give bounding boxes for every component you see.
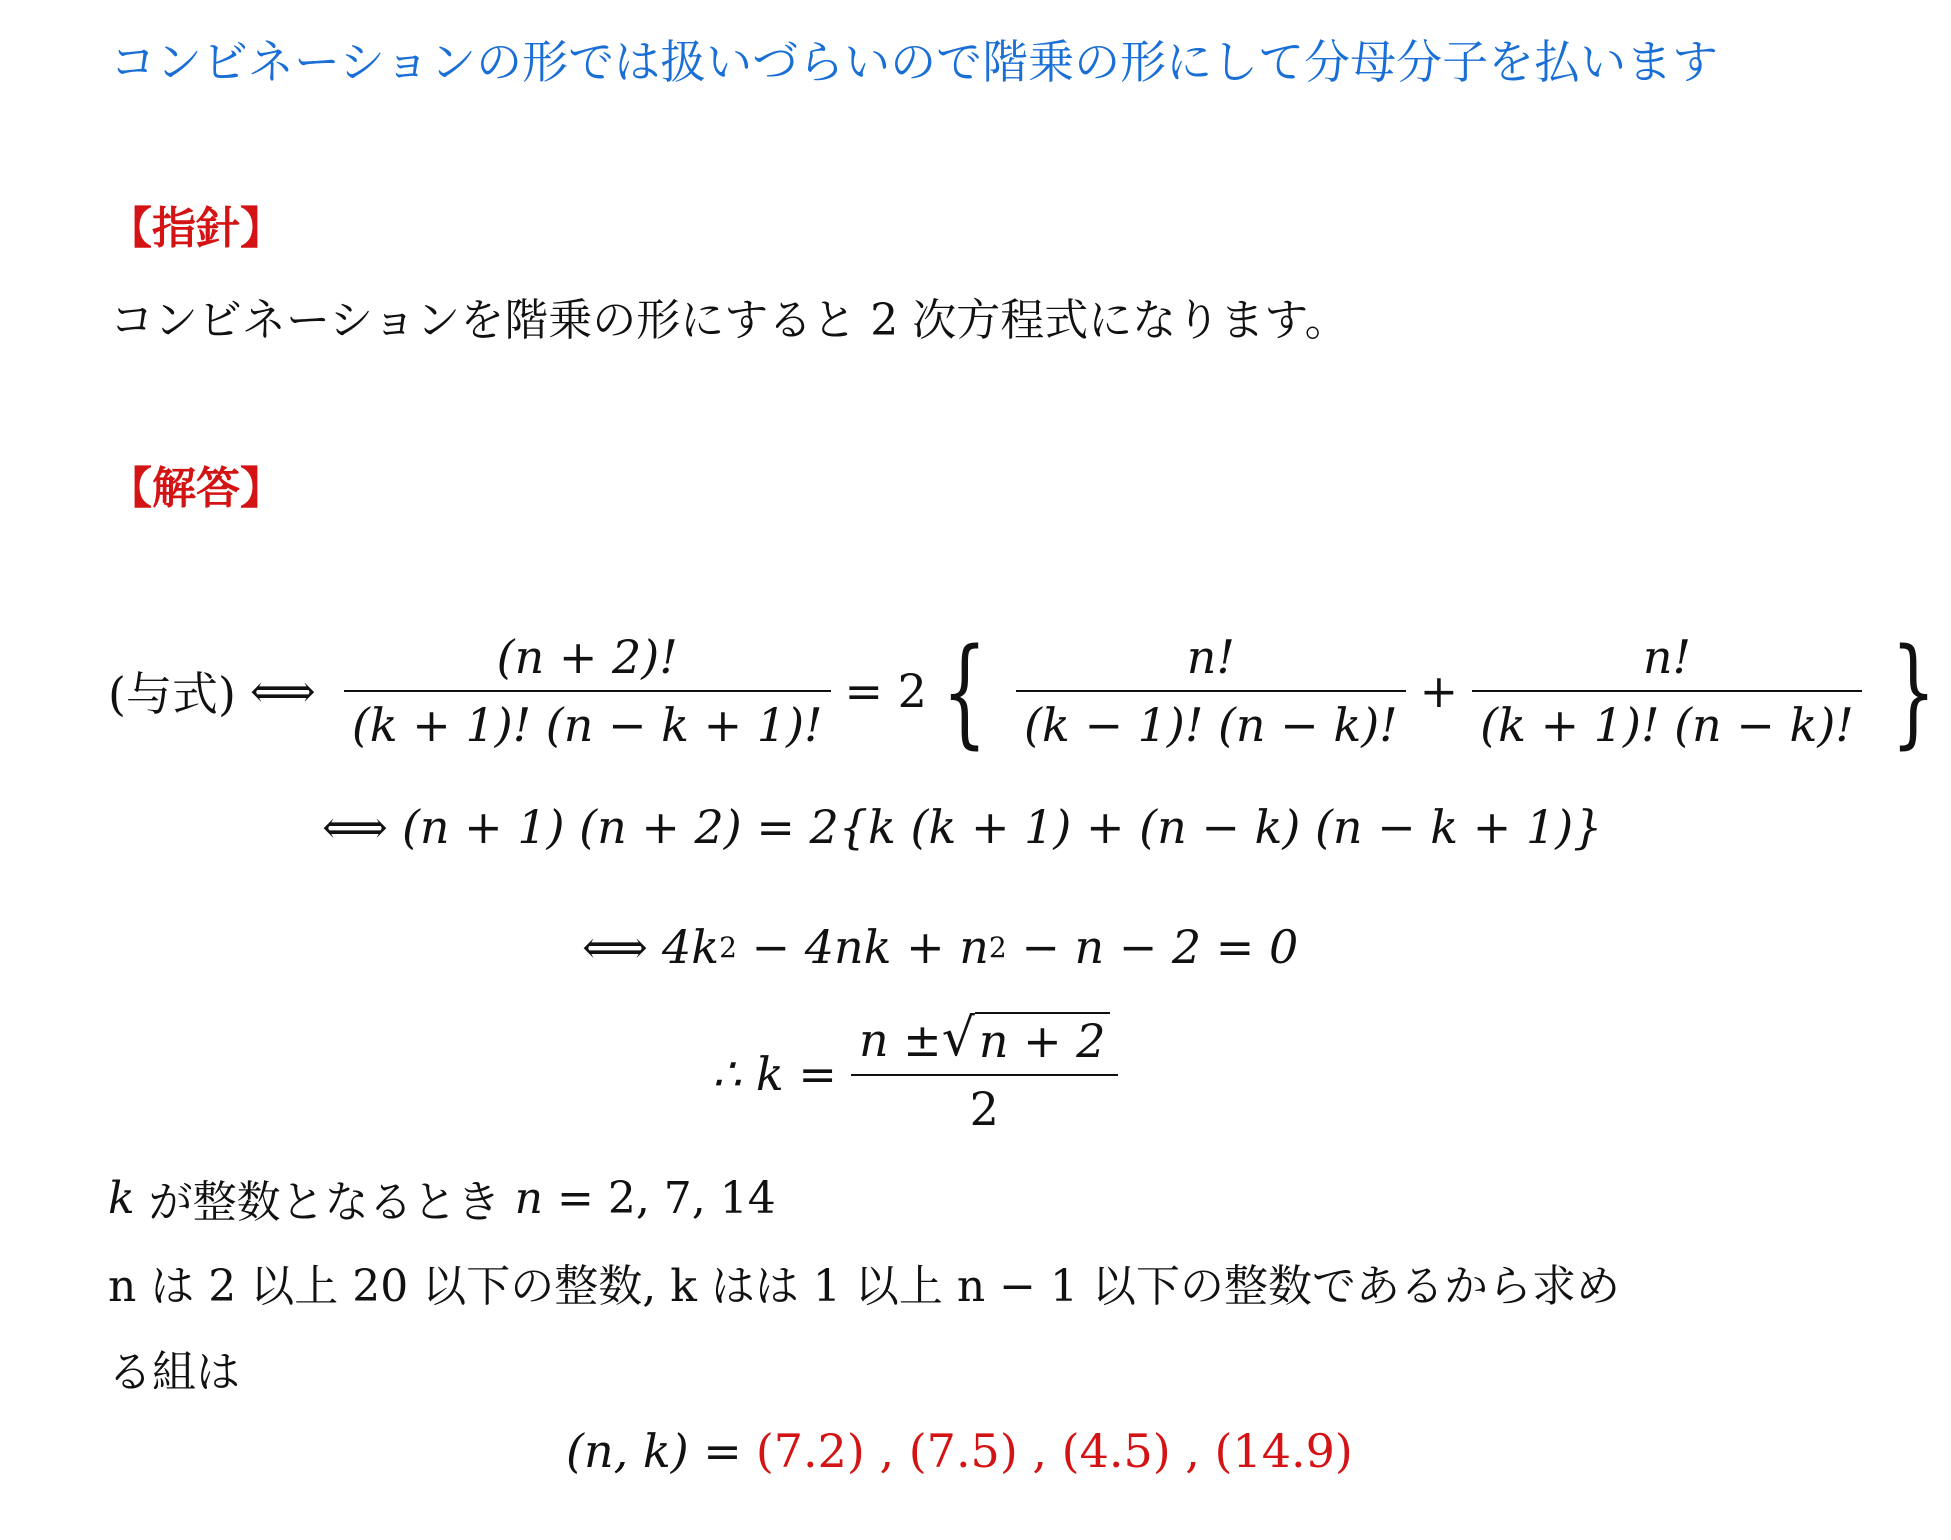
equals-two: = 2 bbox=[844, 664, 927, 718]
equation-2-expression: (n + 1) (n + 2) = 2{k (k + 1) + (n − k) (n − k + 1)} bbox=[401, 800, 1603, 854]
fraction-1-denominator: (k + 1)! (n − k + 1)! bbox=[351, 698, 823, 752]
fraction-2-numerator: n! bbox=[1186, 630, 1235, 684]
hint-text: コンビネーションを階乗の形にすると 2 次方程式になります。 bbox=[110, 295, 1349, 346]
equation-3 bbox=[568, 920, 1298, 974]
var-k: k bbox=[108, 1172, 135, 1224]
fraction-3 bbox=[1472, 630, 1862, 752]
answer-pairs: (7.2) , (7.5) , (4.5) , (14.9) bbox=[755, 1424, 1353, 1478]
equation-4 bbox=[712, 1008, 1132, 1136]
page-title: コンビネーションの形では扱いづらいので階乗の形にして分母分子を払います bbox=[110, 35, 1719, 89]
brace-close: } bbox=[1890, 622, 1936, 760]
equation-1-lhs: (与式) bbox=[108, 667, 236, 721]
answer-label: 【解答】 bbox=[108, 463, 284, 514]
equation-3-term-a: 4k bbox=[661, 920, 720, 974]
hint-label: 【指針】 bbox=[108, 203, 284, 254]
var-n: n bbox=[514, 1172, 543, 1224]
range-condition-line: n は 2 以上 20 以下の整数, k はは 1 以上 n − 1 以下の整数であるから求め bbox=[108, 1261, 1620, 1312]
iff-symbol: ⟺ bbox=[582, 920, 648, 974]
iff-symbol: ⟺ bbox=[249, 664, 316, 718]
iff-symbol: ⟺ bbox=[322, 800, 388, 854]
numerator-n-plusminus: n ± bbox=[858, 1013, 942, 1067]
fraction-3-numerator: n! bbox=[1642, 630, 1692, 684]
plus-sign: + bbox=[1419, 664, 1459, 718]
equation-3-term-c: − n − 2 = 0 bbox=[1006, 920, 1299, 974]
root-fraction-numerator bbox=[851, 1008, 1118, 1074]
root-fraction-denominator: 2 bbox=[969, 1082, 999, 1136]
answer-lhs: (n, k) = bbox=[566, 1424, 742, 1478]
equation-3-term-b: − 4nk + n bbox=[736, 920, 989, 974]
final-answer bbox=[566, 1424, 1353, 1478]
integer-condition-line bbox=[108, 1166, 776, 1230]
square-root bbox=[941, 1008, 1110, 1068]
fraction-2-denominator: (k − 1)! (n − k)! bbox=[1024, 698, 1398, 752]
square-exponent: 2 bbox=[719, 930, 737, 964]
n-values: = 2, 7, 14 bbox=[543, 1172, 776, 1224]
radicand: n + 2 bbox=[975, 1012, 1110, 1068]
range-condition-line-cont: る組は bbox=[108, 1347, 240, 1398]
equation-1 bbox=[108, 622, 1951, 760]
equation-2 bbox=[308, 800, 1602, 854]
brace-open: { bbox=[941, 622, 988, 760]
fraction-3-denominator: (k + 1)! (n − k)! bbox=[1480, 698, 1854, 752]
fraction-1 bbox=[344, 630, 831, 752]
fraction-2 bbox=[1016, 630, 1406, 752]
square-exponent: 2 bbox=[988, 930, 1007, 964]
root-fraction bbox=[851, 1008, 1118, 1136]
therefore-k: ∴ k = bbox=[712, 1047, 837, 1101]
fraction-1-numerator: (n + 2)! bbox=[496, 630, 678, 684]
radical-sign-icon: √ bbox=[941, 1008, 975, 1068]
integer-condition-text: が整数となるとき bbox=[134, 1177, 515, 1228]
